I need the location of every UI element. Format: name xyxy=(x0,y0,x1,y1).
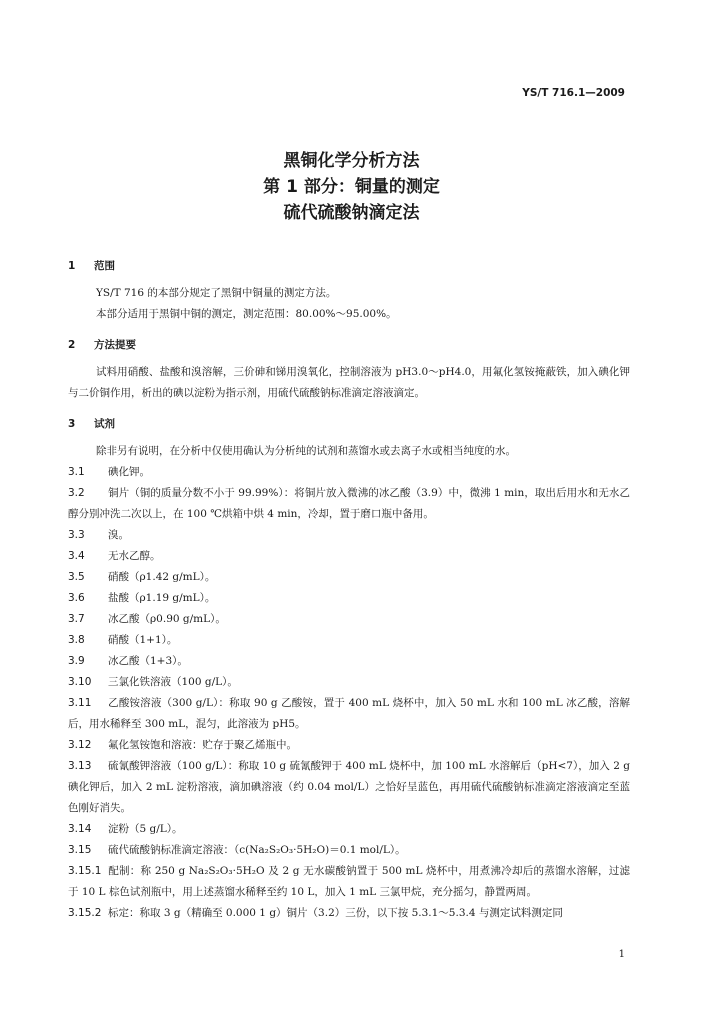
scope-paragraph-1: YS/T 716 的本部分规定了黑铜中铜量的测定方法。 xyxy=(96,287,337,299)
reagent-item xyxy=(68,861,630,903)
document-title xyxy=(0,148,703,226)
item-text: 硫氰酸钾溶液（100 g/L）：称取 10 g 硫氰酸钾于 400 mL 烧杯中，加 100 mL 水溶解后（pH<7），加入 2 g 碘化钾后，加入 2 mL 淀粉溶液，滴加碘溶液（约 0.04 mol/L）之恰好呈蓝色，再用硫代硫酸钠标准滴定溶液滴定至蓝色刚好消失。 xyxy=(68,760,630,814)
document-body xyxy=(68,258,630,924)
scope-paragraph-2: 本部分适用于黑铜中铜的测定，测定范围：80.00%～95.00%。 xyxy=(96,308,397,320)
item-text: 无水乙醇。 xyxy=(108,550,161,562)
item-number: 3.8 xyxy=(68,634,85,646)
item-number: 3.6 xyxy=(68,592,85,604)
reagents-intro: 除非另有说明，在分析中仅使用确认为分析纯的试剂和蒸馏水或去离子水或相当纯度的水。 xyxy=(96,445,516,457)
item-text: 配制：称 250 g Na₂S₂O₃·5H₂O 及 2 g 无水碳酸钠置于 500 mL 烧杯中，用煮沸冷却后的蒸馏水溶解，过滤于 10 L 棕色试剂瓶中，用上述蒸馏水稀释至约 10 L，加入 1 mL 三氯甲烷，充分摇匀，静置两周。 xyxy=(68,865,630,898)
item-text: 冰乙酸（1+3）。 xyxy=(108,655,188,667)
item-text: 淀粉（5 g/L）。 xyxy=(108,823,183,835)
reagent-item xyxy=(68,609,630,630)
item-text: 硝酸（1+1）。 xyxy=(108,634,178,646)
item-number: 3.15.1 xyxy=(68,865,102,877)
item-text: 冰乙酸（ρ0.90 g/mL）。 xyxy=(108,613,226,625)
reagent-item xyxy=(68,819,630,840)
reagent-item xyxy=(68,525,630,546)
section-title: 方法提要 xyxy=(94,339,136,351)
item-text: 标定：称取 3 g（精确至 0.000 1 g）铜片（3.2）三份，以下按 5.3.1～5.3.4 与测定试料测定同 xyxy=(108,907,563,919)
reagent-item xyxy=(68,630,630,651)
reagent-item xyxy=(68,567,630,588)
item-number: 3.7 xyxy=(68,613,85,625)
item-text: 溴。 xyxy=(108,529,129,541)
item-text: 硝酸（ρ1.42 g/mL）。 xyxy=(108,571,216,583)
item-text: 乙酸铵溶液（300 g/L）：称取 90 g 乙酸铵，置于 400 mL 烧杯中，加入 50 mL 水和 100 mL 冰乙酸，溶解后，用水稀释至 300 mL，混匀，此溶液为 pH5。 xyxy=(68,697,630,730)
page-number: 1 xyxy=(618,949,625,960)
item-text: 碘化钾。 xyxy=(108,466,150,478)
item-number: 3.14 xyxy=(68,823,92,835)
standard-code: YS/T 716.1—2009 xyxy=(522,87,625,99)
item-number: 3.15 xyxy=(68,844,92,856)
principle-paragraph: 试料用硝酸、盐酸和溴溶解，三价砷和锑用溴氧化，控制溶液为 pH3.0～pH4.0，用氟化氢铵掩蔽铁，加入碘化钾与二价铜作用，析出的碘以淀粉为指示剂，用硫代硫酸钠标准滴定溶液滴定。 xyxy=(68,366,630,399)
item-text: 盐酸（ρ1.19 g/mL）。 xyxy=(108,592,216,604)
reagent-item xyxy=(68,483,630,525)
reagent-item xyxy=(68,735,630,756)
reagent-item xyxy=(68,903,630,924)
section-number: 2 xyxy=(68,339,76,351)
reagent-item xyxy=(68,546,630,567)
item-number: 3.11 xyxy=(68,697,92,709)
title-line-1: 黑铜化学分析方法 xyxy=(283,151,420,171)
reagent-item xyxy=(68,693,630,735)
item-number: 3.5 xyxy=(68,571,85,583)
item-text: 氟化氢铵饱和溶液：贮存于聚乙烯瓶中。 xyxy=(108,739,297,751)
reagent-item xyxy=(68,672,630,693)
item-text: 铜片（铜的质量分数不小于 99.99%）：将铜片放入微沸的冰乙酸（3.9）中，微沸 1 min，取出后用水和无水乙醇分别冲洗二次以上，在 100 ℃烘箱中烘 4 min，冷却，置于磨口瓶中备用。 xyxy=(68,487,630,520)
title-line-3: 硫代硫酸钠滴定法 xyxy=(283,203,420,223)
title-line-2: 第 1 部分：铜量的测定 xyxy=(263,177,440,197)
item-number: 3.10 xyxy=(68,676,92,688)
item-number: 3.3 xyxy=(68,529,85,541)
reagent-item xyxy=(68,756,630,819)
item-number: 3.4 xyxy=(68,550,85,562)
section-number: 3 xyxy=(68,418,76,430)
reagent-item xyxy=(68,840,630,861)
item-number: 3.12 xyxy=(68,739,92,751)
item-number: 3.13 xyxy=(68,760,92,772)
section-title: 试剂 xyxy=(94,418,115,430)
item-text: 硫代硫酸钠标准滴定溶液：（c(Na₂S₂O₃·5H₂O)＝0.1 mol/L）。 xyxy=(108,844,406,856)
section-title: 范围 xyxy=(94,260,115,272)
reagent-item xyxy=(68,651,630,672)
item-number: 3.15.2 xyxy=(68,907,102,919)
reagent-item xyxy=(68,462,630,483)
section-number: 1 xyxy=(68,260,76,272)
item-number: 3.2 xyxy=(68,487,85,499)
section-heading-principle xyxy=(68,337,630,352)
item-text: 三氯化铁溶液（100 g/L）。 xyxy=(108,676,238,688)
reagent-item xyxy=(68,588,630,609)
section-heading-scope xyxy=(68,258,630,273)
section-heading-reagents xyxy=(68,416,630,431)
item-number: 3.9 xyxy=(68,655,85,667)
item-number: 3.1 xyxy=(68,466,85,478)
